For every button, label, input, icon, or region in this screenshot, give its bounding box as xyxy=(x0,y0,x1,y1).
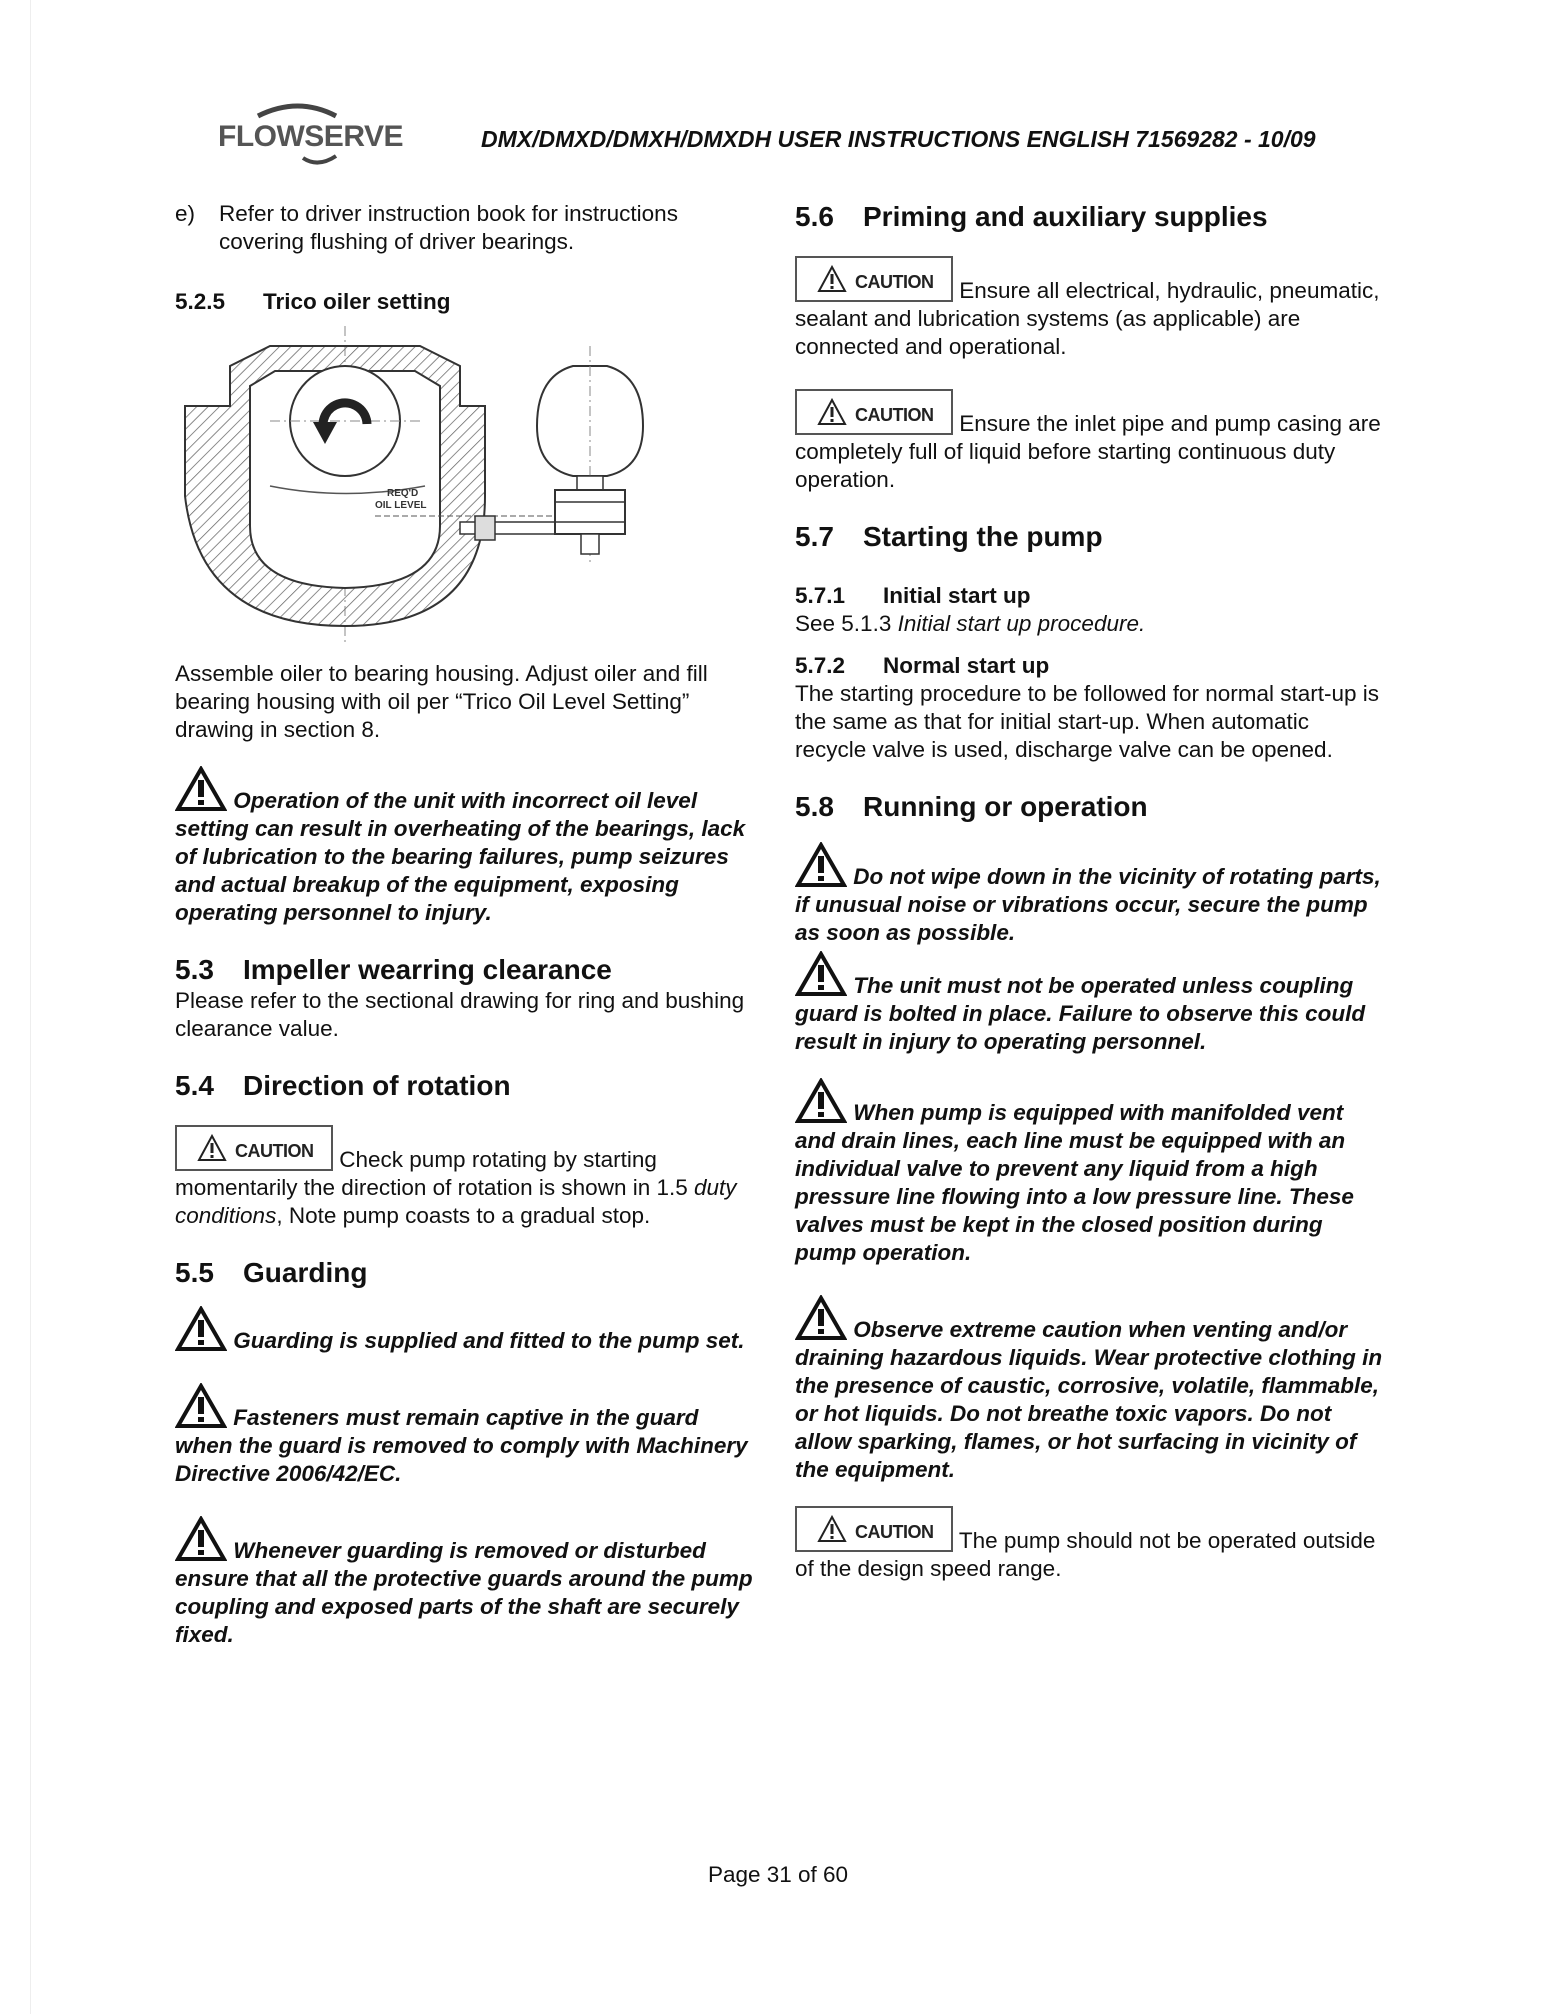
page-edge xyxy=(30,0,31,2014)
warning-guard-fasteners: Fasteners must remain captive in the guard when the guard is removed to comply with Machinery Directive 2006/42/EC. xyxy=(175,1383,760,1488)
list-marker: e) xyxy=(175,201,196,226)
warning-icon xyxy=(795,842,847,888)
trico-oiler-diagram xyxy=(175,326,655,646)
caution-label: CAUTION xyxy=(795,389,953,435)
caution-label: CAUTION xyxy=(795,1506,953,1552)
normal-start-text: The starting procedure to be followed for normal start-up is the same as that for initial start-up. When automatic recycle valve is used, discharge valve can be opened. xyxy=(795,681,1380,762)
page-number: Page 31 of 60 xyxy=(707,1862,849,1887)
warning-guard-removed: Whenever guarding is removed or disturbed ensure that all the protective guards around the pump coupling and exposed parts of the shaft are securely fixed. xyxy=(175,1516,760,1649)
assemble-oiler-text: Assemble oiler to bearing housing. Adjust oiler and fill bearing housing with oil per “Trico Oil Level Setting” drawing in section 8. xyxy=(175,661,708,742)
wearring-clearance-text: Please refer to the sectional drawing for ring and bushing clearance value. xyxy=(175,988,745,1041)
warning-coupling-guard: The unit must not be operated unless coupling guard is bolted in place. Failure to observe this could result in injury to operating personnel. xyxy=(795,951,1385,1056)
warning-oil-level: Operation of the unit with incorrect oil level setting can result in overheating of the bearings, lack of lubrication to the bearing failures, pump seizures and actual breakup of the equipment, exposing operating personnel to injury. xyxy=(175,766,760,927)
direction-rotation-text: CAUTION Check pump rotating by starting momentarily the direction of rotation is shown in 1.5 duty conditions, Note pump coasts to a gradual stop. xyxy=(175,1125,760,1230)
caution-label: CAUTION xyxy=(795,256,953,302)
caution-inlet-text: CAUTION Ensure the inlet pipe and pump casing are completely full of liquid before starting continuous duty operation. xyxy=(795,389,1385,494)
caution-label: CAUTION xyxy=(175,1125,333,1171)
warning-icon xyxy=(795,1295,847,1341)
heading-5-2-5: 5.2.5 Trico oiler setting xyxy=(175,289,451,314)
heading-5-5: 5.5 Guarding xyxy=(175,1257,368,1288)
caution-triangle-icon xyxy=(197,1134,227,1162)
warning-hazardous-liquids: Observe extreme caution when venting and/or draining hazardous liquids. Wear protective clothing in the presence of caustic, corrosive, volatile, flammable, or hot liquids. Do not breathe toxic vapors. Do not allow sparking, flames, or hot surfacing in vicinity of the equipment. xyxy=(795,1295,1385,1484)
caution-supplies-text: CAUTION Ensure all electrical, hydraulic, pneumatic, sealant and lubrication systems (as applicable) are connected and operational. xyxy=(795,256,1385,361)
left-column xyxy=(175,200,760,1649)
warning-icon xyxy=(795,951,847,997)
warning-guard-supplied: Guarding is supplied and fitted to the pump set. xyxy=(175,1306,760,1355)
flowserve-logo xyxy=(218,98,403,178)
initial-start-text: See 5.1.3 Initial start up procedure. xyxy=(795,611,1146,636)
heading-5-4: 5.4 Direction of rotation xyxy=(175,1070,511,1101)
caution-triangle-icon xyxy=(817,265,847,293)
heading-5-7-1: 5.7.1 Initial start up xyxy=(795,583,1031,608)
heading-5-7-2: 5.7.2 Normal start up xyxy=(795,653,1050,678)
warning-icon xyxy=(175,766,227,812)
heading-5-6: 5.6 Priming and auxiliary supplies xyxy=(795,201,1268,232)
warning-icon xyxy=(795,1078,847,1124)
caution-triangle-icon xyxy=(817,398,847,426)
warning-icon xyxy=(175,1516,227,1562)
warning-icon xyxy=(175,1306,227,1352)
req-oil-level-label-1: REQ'D xyxy=(387,488,419,499)
req-oil-level-label-2: OIL LEVEL xyxy=(375,500,427,511)
warning-wipe-down: Do not wipe down in the vicinity of rotating parts, if unusual noise or vibrations occur, secure the pump as soon as possible. xyxy=(795,842,1385,947)
warning-icon xyxy=(175,1383,227,1429)
trico-oiler-figure xyxy=(175,326,655,646)
right-column xyxy=(795,200,1385,1583)
heading-5-7: 5.7 Starting the pump xyxy=(795,521,1103,552)
heading-5-3: 5.3 Impeller wearring clearance xyxy=(175,954,612,985)
heading-5-8: 5.8 Running or operation xyxy=(795,791,1148,822)
logo-wordmark: FLOWSERVE xyxy=(218,120,403,153)
list-item xyxy=(175,200,760,256)
caution-triangle-icon xyxy=(817,1515,847,1543)
header-title: DMX/DMXD/DMXH/DMXDH USER INSTRUCTIONS ENGLISH 71569282 - 10/09 xyxy=(481,126,1316,152)
warning-vent-drain: When pump is equipped with manifolded vent and drain lines, each line must be equipped with an individual valve to prevent any liquid from a high pressure line flowing into a low pressure line. These valves must be kept in the closed position during pump operation. xyxy=(795,1078,1385,1267)
caution-speed-text: CAUTION The pump should not be operated outside of the design speed range. xyxy=(795,1506,1385,1583)
list-item-text: Refer to driver instruction book for instructions covering flushing of driver bearings. xyxy=(219,201,678,254)
